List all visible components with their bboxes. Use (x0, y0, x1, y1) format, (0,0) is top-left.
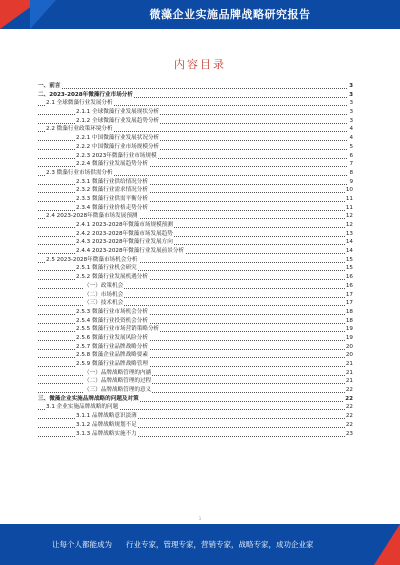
toc-entry-label: 2.3 微藻行业市场供需分析 (46, 169, 113, 176)
toc-entry-label: 2.4.3 2023-2028年微藻行业发展方向 (76, 239, 173, 246)
toc-entry-page: 8 (349, 169, 353, 176)
footer-slogan-left: 让每个人都能成为 (52, 540, 112, 549)
toc-entry-label: 3.1.2 品牌战略规划不足 (76, 421, 137, 428)
toc-entry[interactable] (38, 99, 353, 108)
toc-entry-label: （三）技术机会 (84, 300, 124, 307)
toc-entry-page: 9 (349, 178, 353, 185)
toc-entry-label: 2.1.2 全球微藻行业发展趋势分析 (76, 117, 160, 124)
toc-entry-page: 22 (345, 404, 353, 411)
toc-entry-label: 2.4.4 2023-2028年微藻行业发展前景分析 (76, 248, 185, 255)
toc-entry-label: （三）品牌战略管理的意义 (84, 387, 152, 394)
toc-entry-page: 21 (345, 361, 353, 367)
toc-entry[interactable] (38, 291, 353, 300)
toc-entry-label: 2.5.5 微藻行业市场营销策略分析 (76, 326, 160, 333)
toc-entry[interactable] (38, 221, 353, 230)
toc-entry[interactable] (38, 195, 353, 204)
toc-entry-label: 2.3.1 微藻行业供给情况分析 (76, 178, 148, 185)
toc-entry[interactable] (38, 238, 353, 247)
toc-entry-page: 3 (349, 117, 353, 124)
toc-entry-page: 16 (345, 274, 353, 281)
toc-entry-label: 3.1.3 品牌战略实施不力 (76, 430, 137, 437)
page-number: 1 (198, 516, 202, 521)
toc-entry-label: 2.3.2 微藻行业需求情况分析 (76, 187, 148, 194)
toc-entry-label: 三、微藻企业实施品牌战略的问题及对策 (38, 395, 139, 402)
toc-entry-label: 2.5 2023-2028年微藻市场机会分析 (46, 256, 138, 263)
toc-entry[interactable] (38, 178, 353, 187)
toc-entry-page: 16 (345, 282, 353, 289)
toc-entry-page: 13 (345, 230, 353, 237)
toc-entry-label: 二、2023-2028年微藻行业市场分析 (38, 91, 133, 98)
toc-entry-page: 3 (349, 83, 353, 89)
toc-entry-label: 3.1 企业实施品牌战略的问题 (46, 404, 119, 411)
toc-entry-label: 2.1 全球微藻行业发展分析 (46, 100, 113, 107)
toc-entry[interactable] (38, 212, 353, 221)
toc-entry-page: 14 (345, 248, 353, 255)
toc-entry-page: 18 (345, 308, 353, 315)
toc-entry[interactable] (38, 117, 353, 126)
toc-entry-page: 15 (345, 265, 353, 272)
toc-entry-label: 2.2.2 中国微藻行业市场规模分析 (76, 143, 160, 150)
toc-entry-page: 11 (345, 204, 353, 211)
toc-entry-label: 2.5.1 微藻行业机会研究 (76, 265, 137, 272)
toc-entry-page: 15 (345, 256, 353, 263)
toc-entry-label: 2.5.9 微藻行业品牌战略管理 (76, 361, 148, 367)
toc-entry[interactable] (38, 169, 353, 178)
toc-entry[interactable] (38, 360, 353, 369)
toc-entry-label: 2.5.3 微藻行业市场机会分析 (76, 308, 148, 315)
toc-entry-page: 19 (345, 326, 353, 333)
toc-entry-page: 17 (345, 300, 353, 307)
toc-entry-page: 5 (349, 143, 353, 150)
report-title: 微藻企业实施品牌战略研究报告 (149, 8, 311, 21)
toc-entry[interactable] (38, 273, 353, 282)
toc-entry[interactable] (38, 256, 353, 265)
toc-entry[interactable] (38, 82, 353, 91)
toc-entry-page: 19 (345, 334, 353, 341)
toc-entry-page: 4 (349, 135, 353, 142)
toc-entry[interactable] (38, 108, 353, 117)
toc-entry[interactable] (38, 377, 353, 386)
toc-entry[interactable] (38, 317, 353, 326)
toc-entry-label: （二）品牌战略管理的过程 (84, 378, 152, 385)
toc-entry-label: 2.3.4 微藻行业价格走势分析 (76, 204, 148, 211)
toc-entry[interactable] (38, 421, 353, 430)
toc-entry-page: 22 (345, 413, 353, 420)
toc-entry[interactable] (38, 152, 353, 161)
toc-entry[interactable] (38, 403, 353, 412)
toc-entry-label: 2.5.2 微藻行业发展机遇分析 (76, 274, 148, 281)
toc-entry[interactable] (38, 430, 353, 439)
toc-entry-page: 3 (349, 100, 353, 107)
toc-entry-page: 4 (349, 126, 353, 133)
toc-entry[interactable] (38, 369, 353, 378)
toc-entry-label: 2.5.6 微藻行业发展风险分析 (76, 334, 148, 341)
toc-entry-page: 22 (345, 395, 353, 402)
toc-entry[interactable] (38, 247, 353, 256)
toc-entry-page: 10 (345, 187, 353, 194)
toc-entry[interactable] (38, 264, 353, 273)
toc-entry-label: （一）品牌战略管理的内涵 (84, 369, 152, 376)
toc-entry-label: 2.1.1 全球微藻行业发展现状分析 (76, 109, 160, 116)
toc-entry-page: 17 (345, 291, 353, 298)
toc-title: 内容目录 (174, 58, 226, 71)
toc-entry-page: 3 (349, 109, 353, 116)
table-of-contents (38, 82, 353, 438)
toc-entry-label: 3.1.1 品牌战略意识淡薄 (76, 413, 137, 420)
toc-entry[interactable] (38, 386, 353, 395)
toc-entry[interactable] (38, 351, 353, 360)
footer-accent-red (374, 524, 400, 565)
toc-entry[interactable] (38, 282, 353, 291)
toc-entry-page: 3 (349, 91, 353, 98)
toc-entry[interactable] (38, 230, 353, 239)
toc-entry-label: 2.2 微藻行业政策环境分析 (46, 126, 113, 133)
toc-entry[interactable] (38, 325, 353, 334)
toc-entry-page: 12 (345, 222, 353, 228)
toc-entry-page: 22 (345, 387, 353, 394)
toc-entry[interactable] (38, 334, 353, 343)
toc-entry-label: 2.5.7 微藻行业品牌战略分析 (76, 343, 148, 350)
toc-entry-label: 2.2.1 中国微藻行业发展状况分析 (76, 135, 160, 142)
toc-entry-label: （二）市场机会 (84, 291, 124, 298)
toc-entry-label: 2.5.4 微藻行业投资机会分析 (76, 317, 148, 324)
toc-entry[interactable] (38, 143, 353, 152)
toc-entry-page: 7 (349, 161, 353, 168)
toc-entry-label: 2.4 2023-2028年微藻市场发展预测 (46, 213, 138, 220)
toc-entry-page: 12 (345, 213, 353, 220)
toc-entry-label: 2.5.8 微藻企业品牌战略要素 (76, 352, 148, 359)
toc-entry-label: 2.2.3 2023年微藻行业市场规模 (76, 152, 157, 159)
toc-entry-label: 2.4.1 2023-2028年微藻市场规模预测 (76, 222, 173, 228)
toc-entry[interactable] (38, 395, 353, 404)
toc-entry[interactable] (38, 343, 353, 352)
toc-entry-page: 21 (345, 378, 353, 385)
toc-entry[interactable] (38, 125, 353, 134)
toc-entry-page: 14 (345, 239, 353, 246)
toc-entry-page: 22 (345, 421, 353, 428)
toc-entry-page: 20 (345, 343, 353, 350)
toc-entry-label: 2.3.3 微藻行业供需平衡分析 (76, 195, 148, 202)
toc-entry-label: 2.2.4 微藻行业发展趋势分析 (76, 161, 148, 168)
toc-entry[interactable] (38, 186, 353, 195)
toc-entry[interactable] (38, 412, 353, 421)
toc-entry-page: 11 (345, 195, 353, 202)
footer-slogan-right: 行业专家，管理专家，营销专家，战略专家，成功企业家 (126, 540, 314, 549)
toc-entry-page: 23 (345, 430, 353, 437)
toc-entry[interactable] (38, 299, 353, 308)
toc-entry[interactable] (38, 160, 353, 169)
toc-entry[interactable] (38, 204, 353, 213)
toc-entry[interactable] (38, 91, 353, 100)
toc-entry-label: 一、前言 (38, 83, 61, 89)
header-accent-blue (30, 0, 56, 29)
toc-entry-page: 6 (349, 152, 353, 159)
toc-entry-page: 21 (345, 369, 353, 376)
toc-entry[interactable] (38, 134, 353, 143)
toc-entry-label: （一）政策机会 (84, 282, 124, 289)
toc-entry-page: 18 (345, 317, 353, 324)
toc-entry-label: 2.4.2 2023-2028年微藻市场发展趋势 (76, 230, 173, 237)
toc-entry-page: 20 (345, 352, 353, 359)
toc-entry[interactable] (38, 308, 353, 317)
